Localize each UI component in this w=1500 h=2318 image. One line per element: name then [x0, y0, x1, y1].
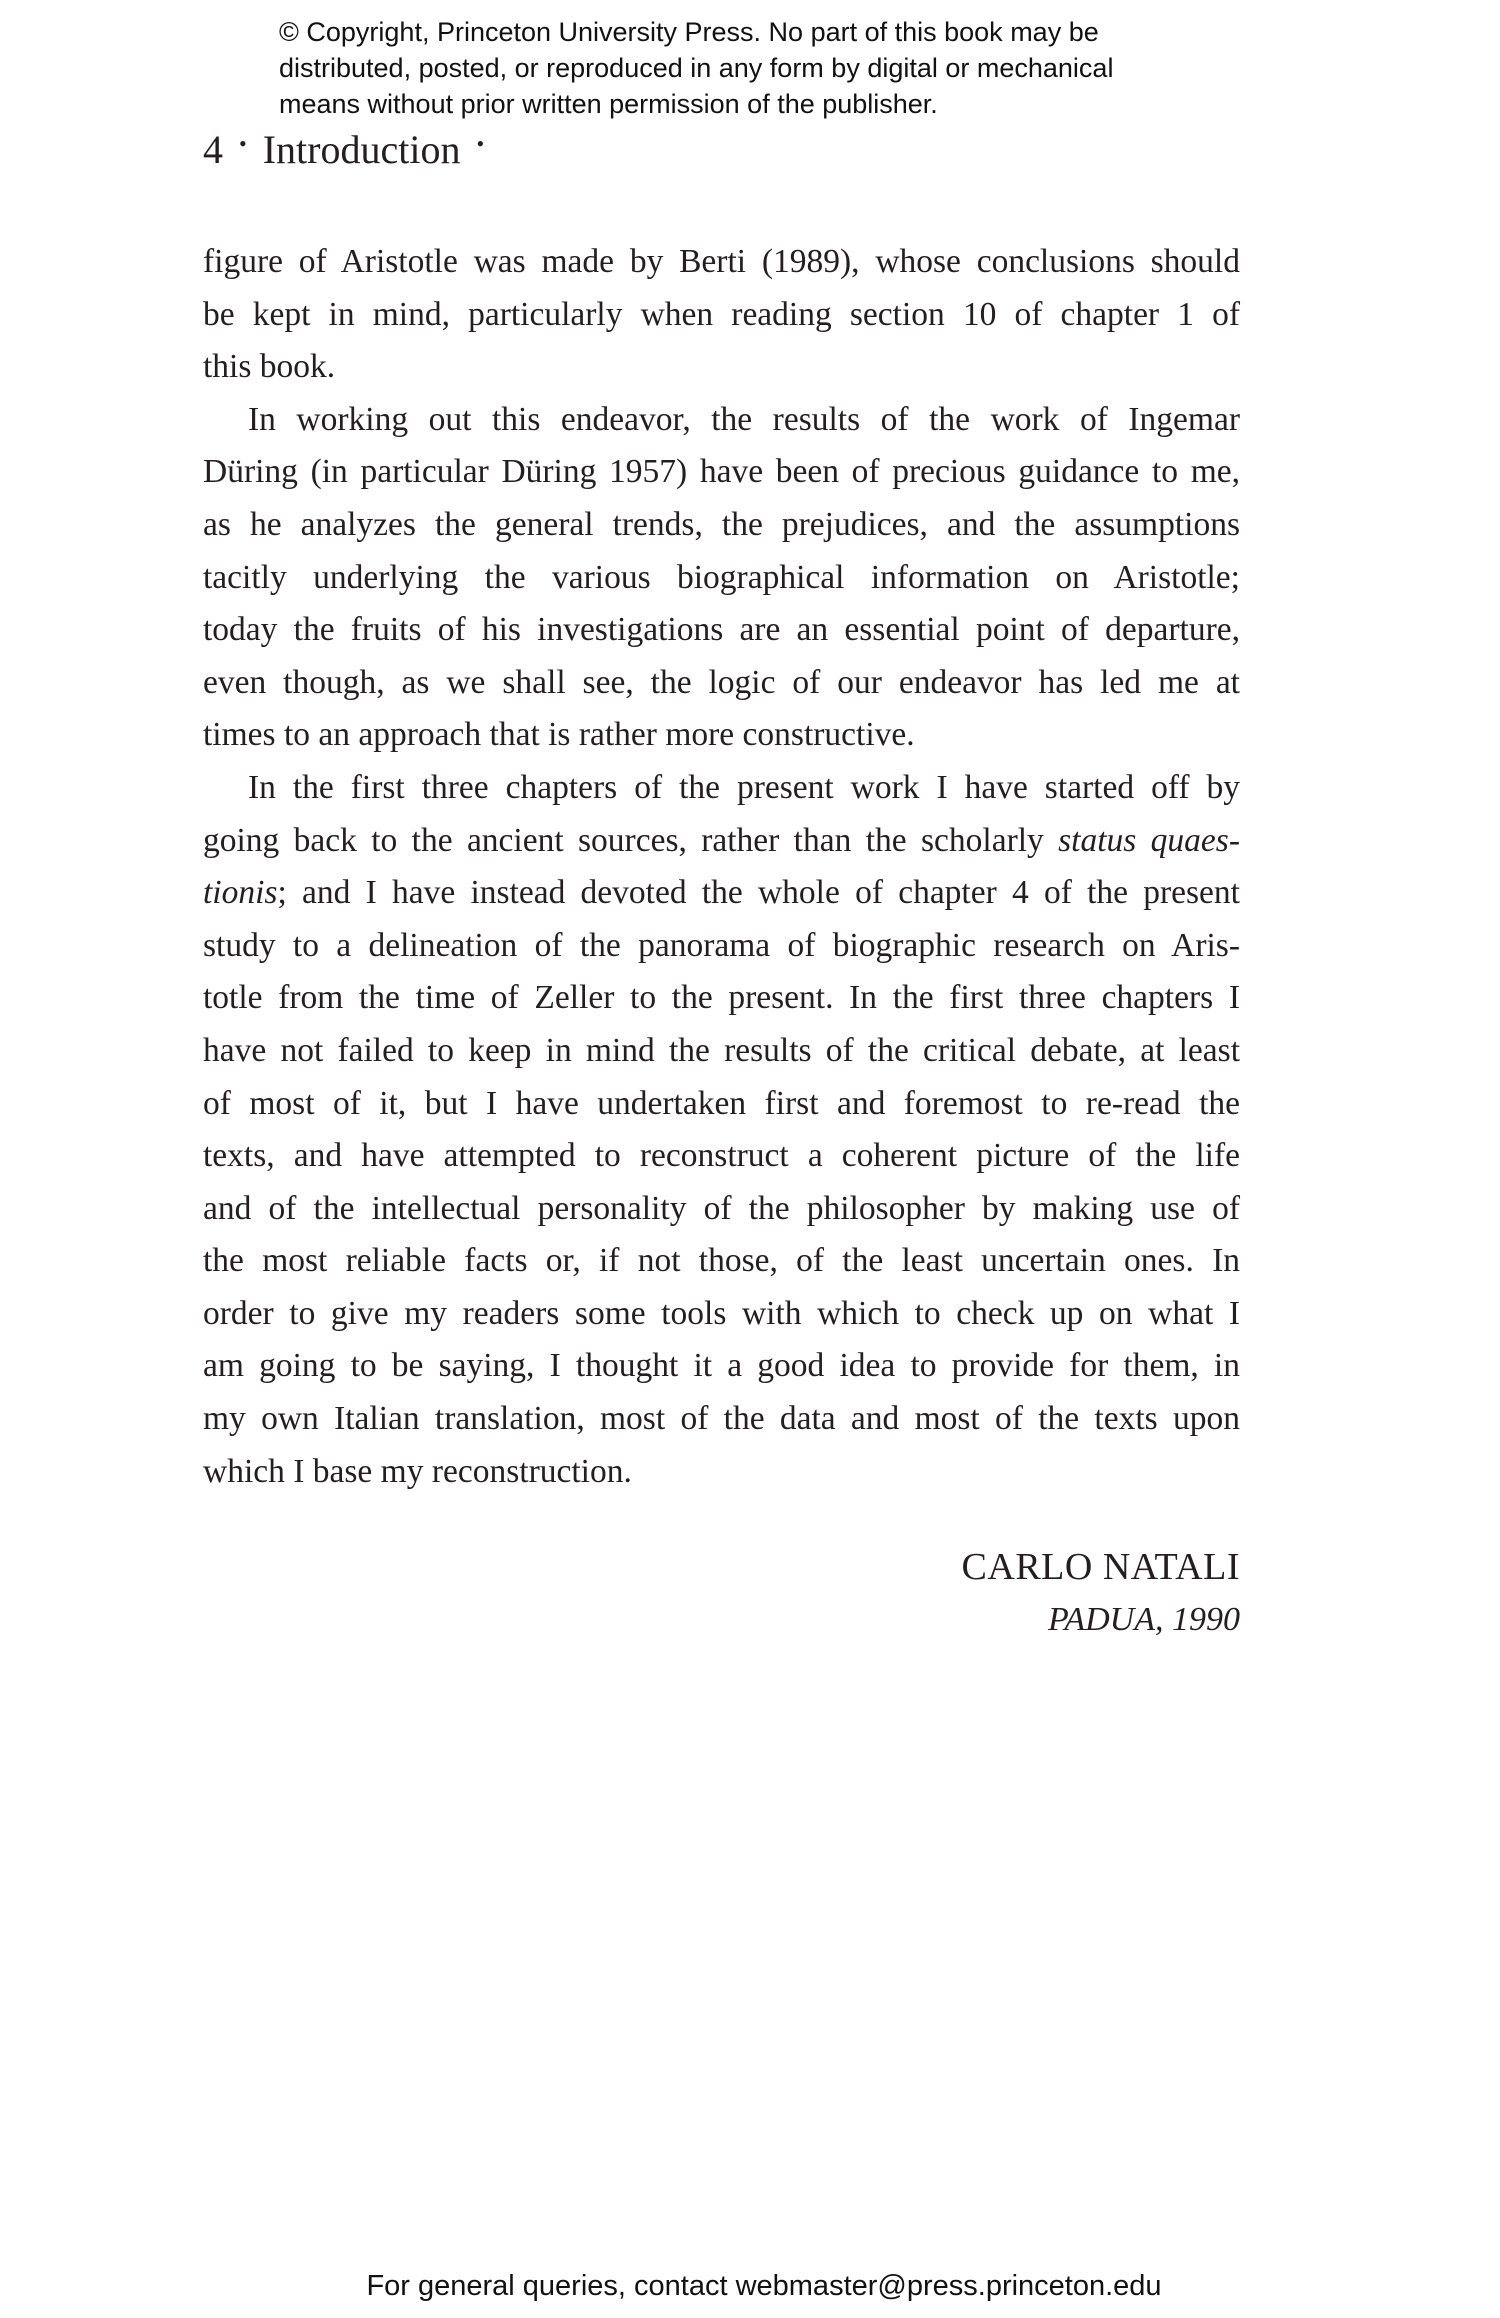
text-segment: ; and I have instead devoted the whole of chapter 4 of the present	[277, 874, 1240, 912]
paragraph	[203, 394, 1240, 762]
paragraph	[203, 762, 1240, 1498]
author-signature	[962, 1540, 1240, 1646]
chapter-title: Introduction	[262, 127, 461, 172]
text-line: even though, as we shall see, the logic of our endeavor has led me at	[203, 663, 1240, 701]
text-line: be kept in mind, particularly when reading section 10 of chapter 1 of	[203, 295, 1240, 333]
text-line: totle from the time of Zeller to the present. In the first three chapters I	[203, 979, 1240, 1017]
text-line: In working out this endeavor, the results of the work of Ingemar	[248, 400, 1240, 438]
copyright-line: © Copyright, Princeton University Press. No part of this book may be	[279, 17, 1099, 47]
text-line: am going to be saying, I thought it a good idea to provide for them, in	[203, 1347, 1240, 1385]
copyright-line: means without prior written permission of the publisher.	[279, 89, 938, 119]
text-line	[203, 867, 1240, 920]
author-name: CARLO NATALI	[961, 1546, 1240, 1588]
footer-contact: For general queries, contact webmaster@press.princeton.edu	[366, 2270, 1162, 2302]
text-line: the most reliable facts or, if not those, of the least uncertain ones. In	[203, 1242, 1240, 1280]
text-line: tacitly underlying the various biographical information on Aristotle;	[203, 558, 1240, 596]
separator-dot: •	[476, 131, 485, 156]
copyright-line: distributed, posted, or reproduced in any form by digital or mechanical	[279, 53, 1114, 83]
place-date: PADUA, 1990	[1047, 1601, 1240, 1638]
text-line: which I base my reconstruction.	[203, 1452, 632, 1490]
italic-phrase: status quaes-	[1058, 821, 1240, 859]
text-line: and of the intellectual personality of the philosopher by making use of	[203, 1189, 1240, 1227]
running-head	[203, 126, 490, 180]
text-segment: going back to the ancient sources, rather than the scholarly	[203, 821, 1044, 859]
text-line: my own Italian translation, most of the data and most of the texts upon	[203, 1400, 1240, 1438]
body-text	[203, 236, 1240, 1498]
page-number: 4	[203, 127, 223, 172]
text-line: texts, and have attempted to reconstruct a coherent picture of the life	[203, 1137, 1240, 1175]
text-line: study to a delineation of the panorama of biographic research on Aris-	[203, 926, 1240, 964]
text-line	[203, 815, 1240, 868]
separator-dot: •	[239, 131, 247, 156]
text-line: times to an approach that is rather more constructive.	[203, 716, 915, 754]
text-line: as he analyzes the general trends, the prejudices, and the assumptions	[203, 505, 1240, 543]
text-line: In the first three chapters of the present work I have started off by	[248, 768, 1240, 806]
text-line: figure of Aristotle was made by Berti (1989), whose conclusions should	[203, 243, 1240, 280]
italic-phrase: tionis	[203, 874, 278, 912]
text-line: of most of it, but I have undertaken first and foremost to re-read the	[203, 1084, 1240, 1122]
text-line: order to give my readers some tools with which to check up on what I	[203, 1294, 1240, 1332]
text-line: today the fruits of his investigations are an essential point of departure,	[203, 611, 1240, 649]
copyright-notice	[279, 14, 1279, 122]
text-line: this book.	[203, 348, 336, 386]
text-line: Düring (in particular Düring 1957) have been of precious guidance to me,	[203, 453, 1240, 491]
paragraph	[203, 236, 1240, 394]
text-line: have not failed to keep in mind the results of the critical debate, at least	[203, 1031, 1240, 1069]
